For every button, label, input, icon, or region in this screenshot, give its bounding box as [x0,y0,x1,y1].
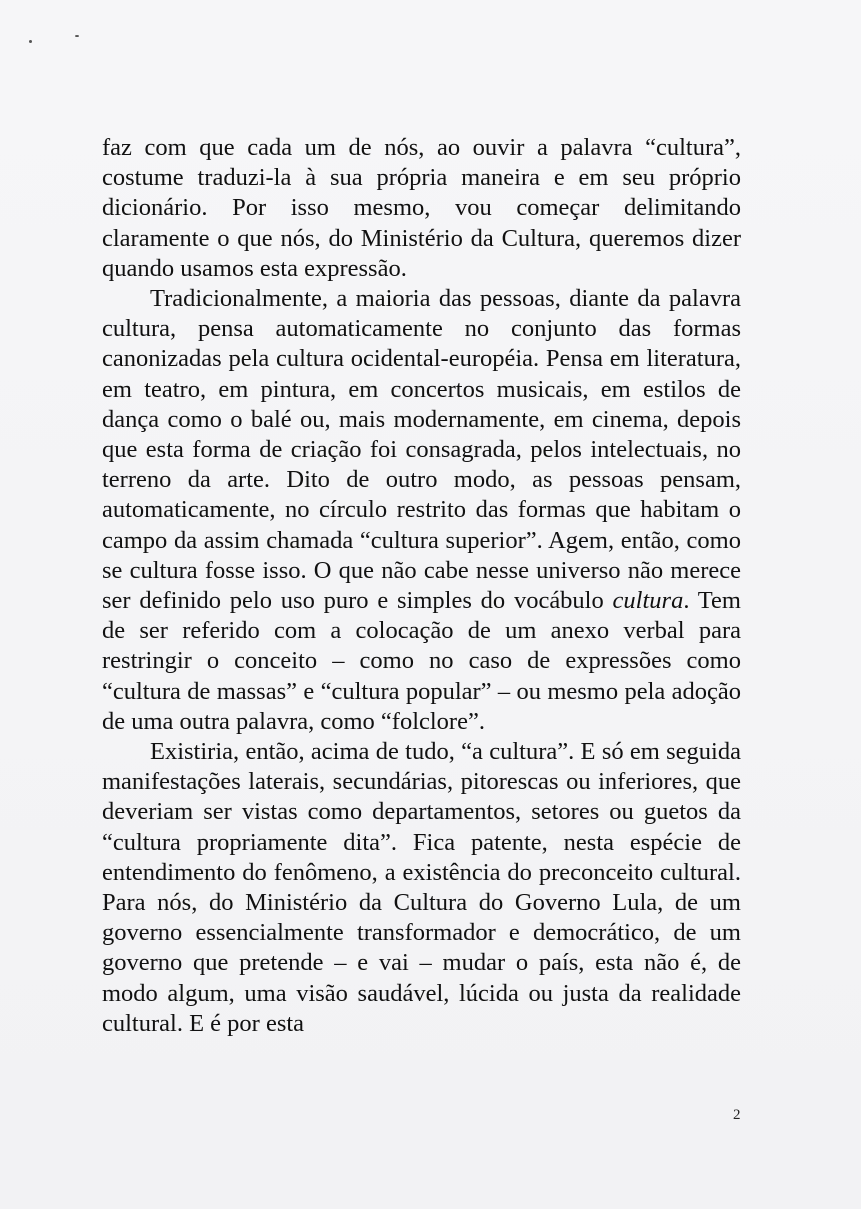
paragraph-1 [102,133,741,284]
scan-speck [75,35,79,37]
page-number: 2 [733,1107,741,1123]
text-segment: Tradicionalmente, a maioria das pessoas, diante da palavra cultura, pensa automaticamente no conjunto das formas canonizadas pela cultura ocidental-européia. Pensa em literatura, em teatro, em pintura, em concertos musicais, em estilos de dança como o balé ou, mais modernamente, em cinema, depois que esta forma de criação foi consagrada, pelos intelectuais, no terreno da arte. Dito de outro modo, as pessoas pensam, automaticamente, no círculo restrito das formas que habitam o campo da assim chamada “cultura superior”. Agem, então, como se cultura fosse isso. O que não cabe nesse universo não merece ser definido pelo uso puro e simples do vocábulo [102,285,741,615]
scan-speck [29,40,32,43]
text-segment: . Tem de ser referido com a colocação de um anexo verbal para restringir o conceito – como no caso de expressões como “cultura de massas” e “cultura popular” – ou mesmo pela adoção de uma outra palavra, como “folclore”. [102,587,741,735]
paragraph-2 [102,284,741,737]
text-segment: Existiria, então, acima de tudo, “a cultura”. E só em seguida manifestações laterais, secundárias, pitorescas ou inferiores, que deveriam ser vistas como departamentos, setores ou guetos da “cultura propriamente dita”. Fica patente, nesta espécie de entendimento do fenômeno, a existência do preconceito cultural. Para nós, do Ministério da Cultura do Governo Lula, de um governo essencialmente transformador e democrático, de um governo que pretende – e vai – mudar o país, esta não é, de modo algum, uma visão saudável, lúcida ou justa da realidade cultural. E é por esta [102,738,741,1037]
text-segment: faz com que cada um de nós, ao ouvir a palavra “cultura”, costume traduzi-la à sua própria maneira e em seu próprio dicionário. Por isso mesmo, vou começar delimitando claramente o que nós, do Ministério da Cultura, queremos dizer quando usamos esta expressão. [102,134,741,282]
paragraph-3 [102,737,741,1039]
body-text [102,133,741,1039]
italic-word: cultura [612,587,684,615]
